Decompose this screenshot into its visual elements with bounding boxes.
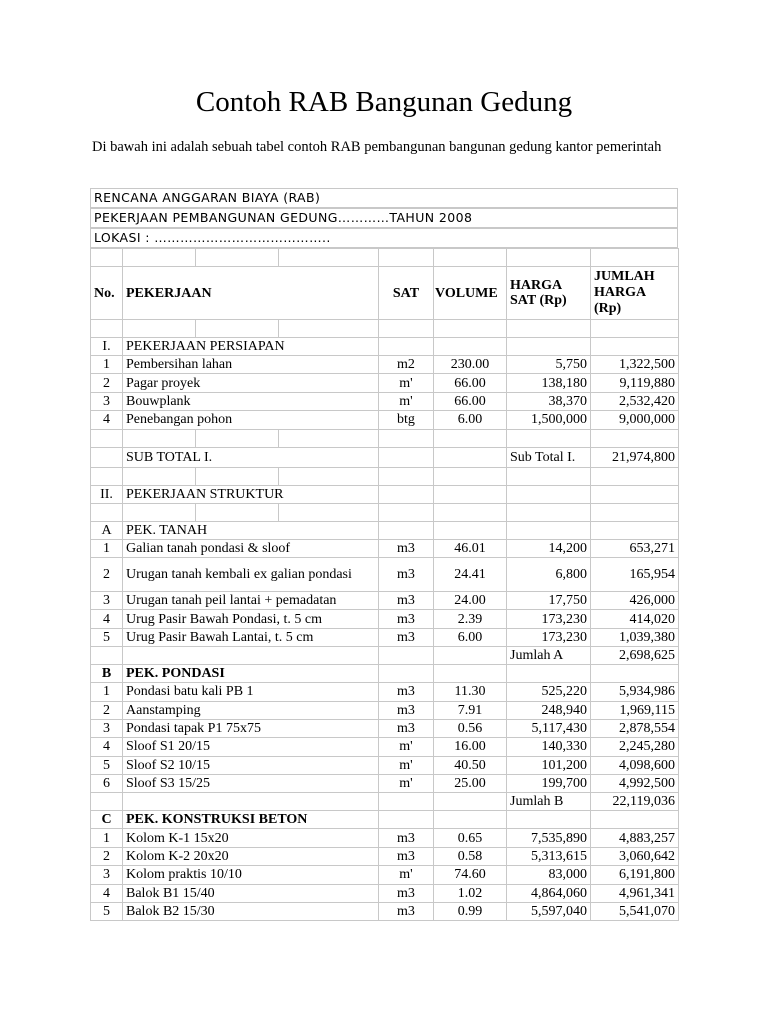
table-row xyxy=(91,738,679,756)
table-row xyxy=(91,847,679,865)
section-label: PEKERJAAN PERSIAPAN xyxy=(123,338,379,356)
empty-cell xyxy=(196,320,279,338)
empty-cell xyxy=(591,320,679,338)
volume-cell: 1.02 xyxy=(434,884,507,902)
unit-cell: m' xyxy=(379,392,434,410)
row-number: C xyxy=(91,811,123,829)
row-number: 4 xyxy=(91,610,123,628)
empty-cell xyxy=(591,521,679,539)
unit-price-cell: 14,200 xyxy=(507,539,591,557)
row-number: 6 xyxy=(91,775,123,793)
empty-cell xyxy=(434,503,507,521)
total-price-cell: 6,191,800 xyxy=(591,866,679,884)
volume-cell: 66.00 xyxy=(434,374,507,392)
empty-cell xyxy=(434,665,507,683)
volume-cell: 46.01 xyxy=(434,539,507,557)
volume-cell: 7.91 xyxy=(434,701,507,719)
row-number: 3 xyxy=(91,591,123,609)
total-price-cell: 4,961,341 xyxy=(591,884,679,902)
empty-cell xyxy=(434,811,507,829)
volume-cell: 24.00 xyxy=(434,591,507,609)
unit-price-cell: 173,230 xyxy=(507,610,591,628)
empty-cell xyxy=(279,503,379,521)
unit-price-cell: 248,940 xyxy=(507,701,591,719)
total-price-cell: 1,969,115 xyxy=(591,701,679,719)
row-number: 2 xyxy=(91,847,123,865)
empty-cell xyxy=(507,503,591,521)
empty-cell xyxy=(379,447,434,467)
volume-cell: 25.00 xyxy=(434,775,507,793)
rab-table xyxy=(90,248,679,921)
empty-cell xyxy=(434,338,507,356)
empty-cell xyxy=(279,429,379,447)
intro-paragraph: Di bawah ini adalah sebuah tabel contoh RAB pembangunan bangunan gedung kantor pemerintah xyxy=(92,139,662,155)
empty-cell xyxy=(379,320,434,338)
volume-cell: 0.56 xyxy=(434,719,507,737)
empty-cell xyxy=(123,647,379,665)
total-price-cell: 2,878,554 xyxy=(591,719,679,737)
unit-cell: m' xyxy=(379,738,434,756)
work-item-label: Urug Pasir Bawah Pondasi, t. 5 cm xyxy=(123,610,379,628)
unit-price-cell: 140,330 xyxy=(507,738,591,756)
empty-cell xyxy=(507,485,591,503)
empty-cell xyxy=(507,811,591,829)
spacer-row xyxy=(91,320,679,338)
row-number: 2 xyxy=(91,374,123,392)
total-price-cell: 5,934,986 xyxy=(591,683,679,701)
work-item-label: Sloof S3 15/25 xyxy=(123,775,379,793)
unit-cell: m3 xyxy=(379,539,434,557)
row-number: 5 xyxy=(91,756,123,774)
section-row xyxy=(91,485,679,503)
total-price-cell: 1,322,500 xyxy=(591,356,679,374)
col-header-sat: SAT xyxy=(379,267,434,320)
unit-cell: m' xyxy=(379,756,434,774)
unit-price-cell: 101,200 xyxy=(507,756,591,774)
empty-cell xyxy=(434,521,507,539)
unit-price-cell: 83,000 xyxy=(507,866,591,884)
work-item-label: Aanstamping xyxy=(123,701,379,719)
unit-price-cell: 138,180 xyxy=(507,374,591,392)
empty-cell xyxy=(434,320,507,338)
sum-row xyxy=(91,647,679,665)
empty-cell xyxy=(434,467,507,485)
header-line-lokasi: LOKASI : ………………………………….. xyxy=(90,228,678,248)
work-item-label: Pembersihan lahan xyxy=(123,356,379,374)
sum-value: 2,698,625 xyxy=(591,647,679,665)
total-price-cell: 1,039,380 xyxy=(591,628,679,646)
table-row xyxy=(91,411,679,429)
work-item-label: Balok B2 15/30 xyxy=(123,903,379,921)
section-row xyxy=(91,665,679,683)
unit-cell: m3 xyxy=(379,884,434,902)
section-row xyxy=(91,521,679,539)
empty-cell xyxy=(91,793,123,811)
work-item-label: Bouwplank xyxy=(123,392,379,410)
unit-cell: m3 xyxy=(379,847,434,865)
volume-cell: 74.60 xyxy=(434,866,507,884)
unit-price-cell: 173,230 xyxy=(507,628,591,646)
volume-cell: 6.00 xyxy=(434,628,507,646)
row-number: 4 xyxy=(91,738,123,756)
empty-cell xyxy=(591,429,679,447)
total-price-cell: 4,992,500 xyxy=(591,775,679,793)
total-price-cell: 414,020 xyxy=(591,610,679,628)
empty-cell xyxy=(123,320,196,338)
volume-cell: 40.50 xyxy=(434,756,507,774)
unit-cell: m3 xyxy=(379,719,434,737)
row-number: 2 xyxy=(91,701,123,719)
subtotal-value: 21,974,800 xyxy=(591,447,679,467)
row-number: 5 xyxy=(91,903,123,921)
empty-cell xyxy=(379,521,434,539)
unit-cell: m3 xyxy=(379,829,434,847)
subtotal-label: SUB TOTAL I. xyxy=(123,447,379,467)
total-price-cell: 9,119,880 xyxy=(591,374,679,392)
unit-price-cell: 525,220 xyxy=(507,683,591,701)
volume-cell: 6.00 xyxy=(434,411,507,429)
row-number: 4 xyxy=(91,411,123,429)
unit-cell: m' xyxy=(379,374,434,392)
unit-cell: m' xyxy=(379,775,434,793)
volume-cell: 2.39 xyxy=(434,610,507,628)
work-item-label: Sloof S2 10/15 xyxy=(123,756,379,774)
table-row xyxy=(91,829,679,847)
empty-cell xyxy=(591,665,679,683)
col-header-harga-sat: HARGA SAT (Rp) xyxy=(507,267,591,320)
row-number: I. xyxy=(91,338,123,356)
empty-cell xyxy=(91,429,123,447)
spacer-row xyxy=(91,467,679,485)
section-label: PEK. PONDASI xyxy=(123,665,379,683)
empty-cell xyxy=(434,793,507,811)
empty-cell xyxy=(196,503,279,521)
section-row xyxy=(91,338,679,356)
unit-price-cell: 4,864,060 xyxy=(507,884,591,902)
unit-cell: m3 xyxy=(379,591,434,609)
row-number: 5 xyxy=(91,628,123,646)
empty-cell xyxy=(123,793,379,811)
unit-price-cell: 38,370 xyxy=(507,392,591,410)
table-row xyxy=(91,557,679,591)
table-header-row xyxy=(91,267,679,320)
section-row xyxy=(91,811,679,829)
empty-cell xyxy=(434,485,507,503)
volume-cell: 66.00 xyxy=(434,392,507,410)
empty-cell xyxy=(507,338,591,356)
empty-cell xyxy=(279,467,379,485)
unit-price-cell: 1,500,000 xyxy=(507,411,591,429)
work-item-label: Kolom praktis 10/10 xyxy=(123,866,379,884)
table-row xyxy=(91,539,679,557)
unit-price-cell: 5,750 xyxy=(507,356,591,374)
total-price-cell: 4,098,600 xyxy=(591,756,679,774)
sum-row xyxy=(91,793,679,811)
total-price-cell: 653,271 xyxy=(591,539,679,557)
spacer-row xyxy=(91,429,679,447)
work-item-label: Balok B1 15/40 xyxy=(123,884,379,902)
spacer-row xyxy=(91,249,679,267)
unit-cell: btg xyxy=(379,411,434,429)
empty-cell xyxy=(591,467,679,485)
empty-cell xyxy=(507,320,591,338)
empty-cell xyxy=(507,467,591,485)
unit-price-cell: 5,597,040 xyxy=(507,903,591,921)
unit-price-cell: 7,535,890 xyxy=(507,829,591,847)
section-label: PEKERJAAN STRUKTUR xyxy=(123,485,379,503)
row-number: 1 xyxy=(91,539,123,557)
unit-cell: m3 xyxy=(379,683,434,701)
table-row xyxy=(91,756,679,774)
work-item-label: Galian tanah pondasi & sloof xyxy=(123,539,379,557)
sum-value: 22,119,036 xyxy=(591,793,679,811)
volume-cell: 16.00 xyxy=(434,738,507,756)
sum-caption: Jumlah A xyxy=(507,647,591,665)
table-row xyxy=(91,628,679,646)
row-number: 1 xyxy=(91,829,123,847)
volume-cell: 11.30 xyxy=(434,683,507,701)
table-row xyxy=(91,719,679,737)
unit-cell: m3 xyxy=(379,610,434,628)
empty-cell xyxy=(91,647,123,665)
unit-cell: m2 xyxy=(379,356,434,374)
empty-cell xyxy=(591,338,679,356)
unit-cell: m3 xyxy=(379,628,434,646)
volume-cell: 230.00 xyxy=(434,356,507,374)
total-price-cell: 3,060,642 xyxy=(591,847,679,865)
volume-cell: 24.41 xyxy=(434,557,507,591)
work-item-label: Urugan tanah peil lantai + pemadatan xyxy=(123,591,379,609)
page-title: Contoh RAB Bangunan Gedung xyxy=(195,86,573,118)
unit-price-cell: 199,700 xyxy=(507,775,591,793)
empty-cell xyxy=(379,793,434,811)
empty-cell xyxy=(379,503,434,521)
table-row xyxy=(91,356,679,374)
total-price-cell: 2,245,280 xyxy=(591,738,679,756)
work-item-label: Pondasi tapak P1 75x75 xyxy=(123,719,379,737)
empty-cell xyxy=(91,447,123,467)
empty-cell xyxy=(196,467,279,485)
row-number: A xyxy=(91,521,123,539)
volume-cell: 0.99 xyxy=(434,903,507,921)
empty-cell xyxy=(379,665,434,683)
row-number: 1 xyxy=(91,356,123,374)
row-number: B xyxy=(91,665,123,683)
total-price-cell: 4,883,257 xyxy=(591,829,679,847)
empty-cell xyxy=(507,521,591,539)
empty-cell xyxy=(434,647,507,665)
unit-cell: m3 xyxy=(379,701,434,719)
unit-cell: m3 xyxy=(379,903,434,921)
row-number: 3 xyxy=(91,392,123,410)
row-number: 2 xyxy=(91,557,123,591)
empty-cell xyxy=(91,320,123,338)
empty-cell xyxy=(507,665,591,683)
unit-cell: m' xyxy=(379,866,434,884)
volume-cell: 0.65 xyxy=(434,829,507,847)
col-header-pekerjaan: PEKERJAAN xyxy=(123,267,379,320)
empty-cell xyxy=(91,467,123,485)
table-row xyxy=(91,903,679,921)
work-item-label: Urug Pasir Bawah Lantai, t. 5 cm xyxy=(123,628,379,646)
header-line-pekerjaan: PEKERJAAN PEMBANGUNAN GEDUNG…………TAHUN 2008 xyxy=(90,208,678,228)
table-row xyxy=(91,866,679,884)
work-item-label: Sloof S1 20/15 xyxy=(123,738,379,756)
empty-cell xyxy=(91,503,123,521)
table-row xyxy=(91,591,679,609)
spacer-row xyxy=(91,503,679,521)
work-item-label: Kolom K-2 20x20 xyxy=(123,847,379,865)
empty-cell xyxy=(379,811,434,829)
empty-cell xyxy=(379,338,434,356)
empty-cell xyxy=(379,485,434,503)
total-price-cell: 9,000,000 xyxy=(591,411,679,429)
col-header-no: No. xyxy=(91,267,123,320)
empty-cell xyxy=(379,647,434,665)
subtotal-caption: Sub Total I. xyxy=(507,447,591,467)
col-header-jumlah-harga: JUMLAH HARGA (Rp) xyxy=(591,267,679,320)
header-line-rab: RENCANA ANGGARAN BIAYA (RAB) xyxy=(90,188,678,208)
unit-cell: m3 xyxy=(379,557,434,591)
row-number: 3 xyxy=(91,719,123,737)
empty-cell xyxy=(279,320,379,338)
col-header-volume: VOLUME xyxy=(434,267,507,320)
empty-cell xyxy=(123,503,196,521)
empty-cell xyxy=(123,467,196,485)
table-row xyxy=(91,884,679,902)
table-row xyxy=(91,775,679,793)
empty-cell xyxy=(591,811,679,829)
table-row xyxy=(91,683,679,701)
total-price-cell: 2,532,420 xyxy=(591,392,679,410)
empty-cell xyxy=(434,429,507,447)
empty-cell xyxy=(123,429,196,447)
total-price-cell: 426,000 xyxy=(591,591,679,609)
row-number: II. xyxy=(91,485,123,503)
empty-cell xyxy=(379,467,434,485)
section-label: PEK. KONSTRUKSI BETON xyxy=(123,811,379,829)
empty-cell xyxy=(434,447,507,467)
sum-caption: Jumlah B xyxy=(507,793,591,811)
work-item-label: Kolom K-1 15x20 xyxy=(123,829,379,847)
row-number: 1 xyxy=(91,683,123,701)
total-price-cell: 5,541,070 xyxy=(591,903,679,921)
row-number: 3 xyxy=(91,866,123,884)
volume-cell: 0.58 xyxy=(434,847,507,865)
empty-cell xyxy=(591,503,679,521)
unit-price-cell: 6,800 xyxy=(507,557,591,591)
work-item-label: Pondasi batu kali PB 1 xyxy=(123,683,379,701)
subtotal-row xyxy=(91,447,679,467)
total-price-cell: 165,954 xyxy=(591,557,679,591)
empty-cell xyxy=(196,429,279,447)
unit-price-cell: 5,117,430 xyxy=(507,719,591,737)
table-row xyxy=(91,374,679,392)
unit-price-cell: 5,313,615 xyxy=(507,847,591,865)
table-row xyxy=(91,610,679,628)
section-label: PEK. TANAH xyxy=(123,521,379,539)
work-item-label: Penebangan pohon xyxy=(123,411,379,429)
work-item-label: Urugan tanah kembali ex galian pondasi xyxy=(123,557,379,591)
table-row xyxy=(91,701,679,719)
empty-cell xyxy=(591,485,679,503)
empty-cell xyxy=(379,429,434,447)
table-row xyxy=(91,392,679,410)
work-item-label: Pagar proyek xyxy=(123,374,379,392)
row-number: 4 xyxy=(91,884,123,902)
empty-cell xyxy=(507,429,591,447)
unit-price-cell: 17,750 xyxy=(507,591,591,609)
